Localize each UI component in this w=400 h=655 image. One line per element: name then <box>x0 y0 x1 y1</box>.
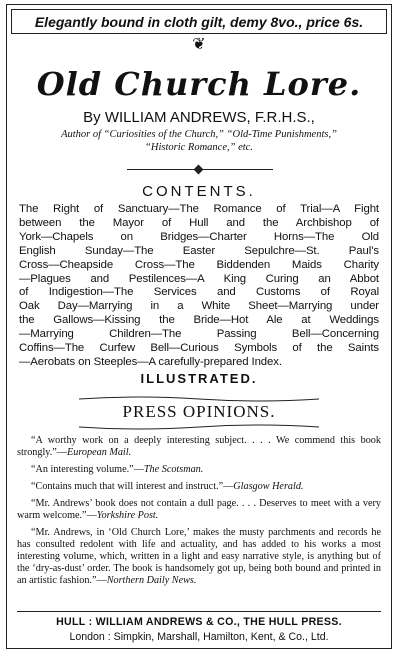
quote-text: “An interesting volume.”— <box>31 464 144 475</box>
quote-source: Northern Daily News. <box>106 575 197 586</box>
price-banner-text: Elegantly bound in cloth gilt, demy 8vo., price 6s. <box>34 13 364 30</box>
advertisement-page <box>6 4 392 649</box>
press-quotes <box>17 435 381 592</box>
press-opinions-heading: PRESS OPINIONS. <box>122 402 276 421</box>
contents-line: between the Mayor of Hull and the Archbishop of <box>19 216 379 229</box>
scroll-ornament-bottom-icon <box>7 421 391 433</box>
contents-line: of Indigestion—The Services and Customs of Royal <box>19 286 379 299</box>
contents-line: The Right of Sanctuary—The Romance of Trial—A Fight <box>19 203 379 215</box>
press-quote <box>17 481 381 493</box>
contents-line: Coffins—The Curfew Bell—Curious Symbols of the Saints <box>19 342 379 355</box>
press-quote <box>17 464 381 476</box>
quote-text: “A worthy work on a deeply interesting subject. . . . We commend this book strongly.”— <box>17 435 381 458</box>
diamond-ornament-icon <box>194 165 204 175</box>
publisher-info <box>7 615 391 645</box>
contents-heading: CONTENTS. <box>142 183 256 200</box>
contents-line: —Plagues and Pestilences—A King Curing an Abbot <box>19 272 379 285</box>
contents-line: York—Chapels on Bridges—Charter Horns—The Old <box>19 230 379 243</box>
publisher-line-1: HULL : WILLIAM ANDREWS & CO., THE HULL PRESS. <box>56 616 342 628</box>
quote-source: Glasgow Herald. <box>233 481 304 492</box>
book-title: Old Church Lore. <box>36 65 362 103</box>
contents-line: the Gallows—Kissing the Bride—Hot Ale at Weddings <box>19 314 379 327</box>
quote-source: Yorkshire Post. <box>96 510 159 521</box>
author-works-line-2: “Historic Romance,” etc. <box>145 142 253 153</box>
fleuron-ornament-icon: ❦ <box>192 36 206 53</box>
press-quote <box>17 527 381 587</box>
quote-text: “Mr. Andrews’ book does not contain a dull page. . . . Deserves to meet with a very warm welcome.”— <box>17 498 381 521</box>
contents-line: —Marrying Children—The Passing Bell—Concerning <box>19 328 379 341</box>
footer-divider <box>17 611 381 612</box>
contents-line: Cross—Cheapside Cross—The Biddenden Maids Charity <box>19 258 379 271</box>
author-byline: By WILLIAM ANDREWS, F.R.H.S., <box>83 109 315 126</box>
contents-line: Oak Day—Marrying in a White Sheet—Marrying under <box>19 300 379 313</box>
price-banner <box>11 9 387 34</box>
contents-list <box>19 203 379 370</box>
quote-text: “Mr. Andrews, in ‘Old Church Lore,’ makes the musty parchments and records he has consulted redolent with life and actuality, and has added to his works a most interesting volume, which, written in a light and easy narrative style, is anything but of the ‘dry-as-dust’ order. The book is handsomely got up, being both bound and printed in an artistic fashion.”— <box>17 527 381 586</box>
contents-line: —Aerobats on Steeples—A carefully-prepared Index. <box>19 355 282 368</box>
quote-source: European Mail. <box>67 447 132 458</box>
divider-rule <box>127 169 273 170</box>
press-quote <box>17 498 381 522</box>
author-works-line-1: Author of “Curiosities of the Church,” “Old-Time Punishments,” <box>61 129 337 140</box>
contents-line: English Sunday—The Easter Sepulchre—St. Paul’s <box>19 244 379 257</box>
quote-source: The Scotsman. <box>143 464 204 475</box>
illustrated-label: ILLUSTRATED. <box>140 371 258 386</box>
press-quote <box>17 435 381 459</box>
author-other-works <box>25 128 373 154</box>
quote-text: “Contains much that will interest and instruct.”— <box>31 481 234 492</box>
publisher-line-2: London : Simpkin, Marshall, Hamilton, Kent, & Co., Ltd. <box>69 631 329 643</box>
